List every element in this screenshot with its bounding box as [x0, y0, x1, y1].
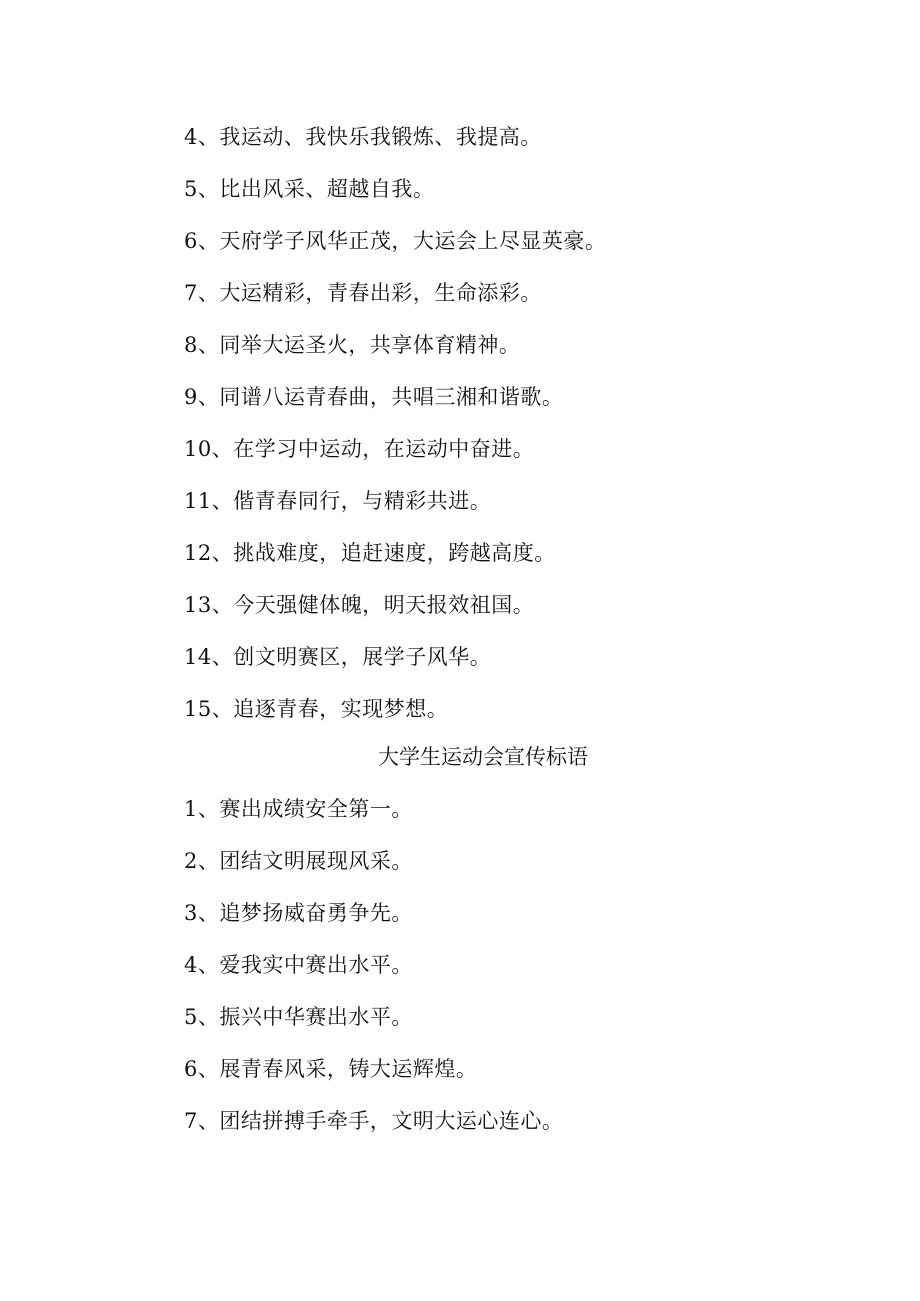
- slogan-list-continued: [184, 111, 824, 735]
- list-item: 5、振兴中华赛出水平。: [184, 1005, 413, 1029]
- list-item: 7、团结拼搏手牵手，文明大运心连心。: [184, 1109, 564, 1133]
- list-item: 15、追逐青春，实现梦想。: [184, 697, 449, 721]
- section-title: 大学生运动会宣传标语: [378, 745, 588, 769]
- list-item: 10、在学习中运动，在运动中奋进。: [184, 437, 535, 461]
- list-item: 4、我运动、我快乐我锻炼、我提高。: [184, 125, 542, 149]
- list-item: 9、同谱八运青春曲，共唱三湘和谐歌。: [184, 385, 564, 409]
- list-item: 1、赛出成绩安全第一。: [184, 797, 413, 821]
- list-item: 12、挑战难度，追赶速度，跨越高度。: [184, 541, 556, 565]
- list-item: 6、展青春风采，铸大运辉煌。: [184, 1057, 478, 1081]
- list-item: 3、追梦扬威奋勇争先。: [184, 901, 413, 925]
- list-item: 14、创文明赛区，展学子风华。: [184, 645, 492, 669]
- list-item: 8、同举大运圣火，共享体育精神。: [184, 333, 521, 357]
- list-item: 11、偕青春同行，与精彩共进。: [184, 489, 492, 513]
- list-item: 7、大运精彩，青春出彩，生命添彩。: [184, 281, 542, 305]
- list-item: 5、比出风采、超越自我。: [184, 177, 435, 201]
- list-item: 2、团结文明展现风采。: [184, 849, 413, 873]
- list-item: 13、今天强健体魄，明天报效祖国。: [184, 593, 535, 617]
- list-item: 6、天府学子风华正茂，大运会上尽显英豪。: [184, 229, 607, 253]
- slogan-list: [184, 783, 824, 1147]
- list-item: 4、爱我实中赛出水平。: [184, 953, 413, 977]
